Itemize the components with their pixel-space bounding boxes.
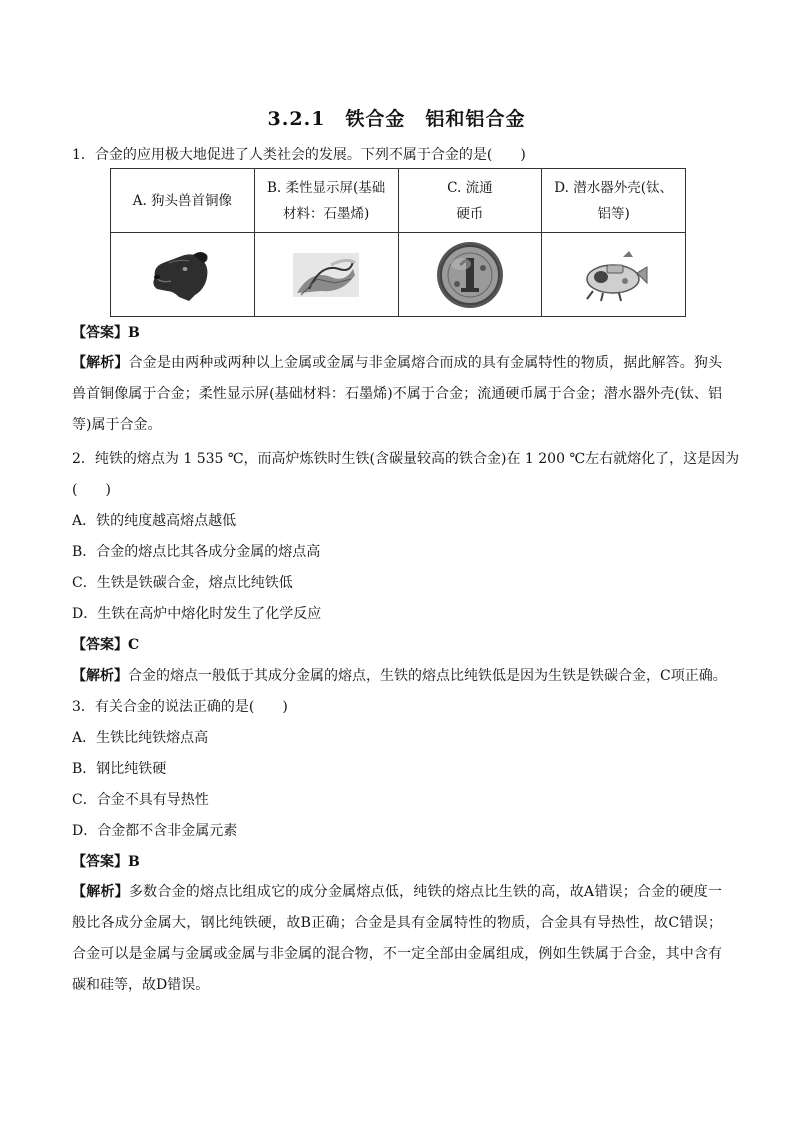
- question-2-option-a: A．铁的纯度越高熔点越低: [72, 513, 237, 529]
- question-2-analysis: 【解析】合金的熔点一般低于其成分金属的熔点，生铁的熔点比纯铁低是因为生铁是铁碳合金，C项正确。: [72, 668, 727, 684]
- question-3-answer: 【答案】B: [72, 854, 140, 870]
- question-2-answer: 【答案】C: [72, 637, 140, 653]
- option-a-image-cell: [111, 233, 255, 317]
- option-d-image-cell: [542, 233, 686, 317]
- question-2-option-d: D．生铁在高炉中熔化时发生了化学反应: [72, 606, 322, 622]
- question-3-stem: 3．有关合金的说法正确的是( ): [72, 699, 288, 715]
- question-1-analysis: 【解析】合金是由两种或两种以上金属或金属与非金属熔合而成的具有金属特性的物质，据此解答。狗头兽首铜像属于合金；柔性显示屏(基础材料：石墨烯)不属于合金；流通硬币属于合金；潜水器外壳(钛、铝等)属于合金。: [72, 355, 723, 433]
- question-3-option-a: A．生铁比纯铁熔点高: [72, 730, 209, 746]
- coin-icon: [435, 240, 505, 310]
- question-2-option-b: B．合金的熔点比其各成分金属的熔点高: [72, 544, 321, 560]
- question-3-analysis: 【解析】多数合金的熔点比组成它的成分金属熔点低，纯铁的熔点比生铁的高，故A错误；合金的硬度一般比各成分金属大，钢比纯铁硬，故B正确；合金是具有金属特性的物质，合金具有导热性，故C错误；合金可以是金属与金属或金属与非金属的混合物，不一定全部由金属组成，例如生铁属于合金，其中含有碳和硅等，故D错误。: [72, 884, 723, 993]
- option-a-label: A. 狗头兽首铜像: [111, 169, 255, 233]
- flexible-screen-icon: [291, 249, 361, 301]
- option-b-image-cell: [254, 233, 398, 317]
- dog-head-bronze-icon: [149, 247, 215, 303]
- option-c-label: C. 流通 硬币: [398, 169, 542, 233]
- question-2-option-c: C．生铁是铁碳合金，熔点比纯铁低: [72, 575, 293, 591]
- question-1-stem: 1．合金的应用极大地促进了人类社会的发展。下列不属于合金的是( ): [72, 147, 526, 163]
- option-c-image-cell: [398, 233, 542, 317]
- submersible-icon: [579, 247, 649, 303]
- question-3-option-c: C．合金不具有导热性: [72, 792, 209, 808]
- question-3-option-b: B．钢比纯铁硬: [72, 761, 167, 777]
- option-b-label: B. 柔性显示屏(基础 材料：石墨烯): [254, 169, 398, 233]
- question-2-stem-line-1: 2．纯铁的熔点为 1 535 ℃，而高炉炼铁时生铁(含碳量较高的铁合金)在 1 200 ℃左右就熔化了，这是因为: [72, 451, 740, 467]
- page-title: 3.2.1 铁合金 铝和铝合金: [267, 108, 526, 130]
- question-3-option-d: D．合金都不含非金属元素: [72, 823, 238, 839]
- option-d-label: D. 潜水器外壳(钛、 铝等): [542, 169, 686, 233]
- question-1-answer: 【答案】B: [72, 325, 140, 341]
- question-2-stem-line-2: ( ): [72, 482, 111, 498]
- question-1-options-table: [110, 168, 686, 317]
